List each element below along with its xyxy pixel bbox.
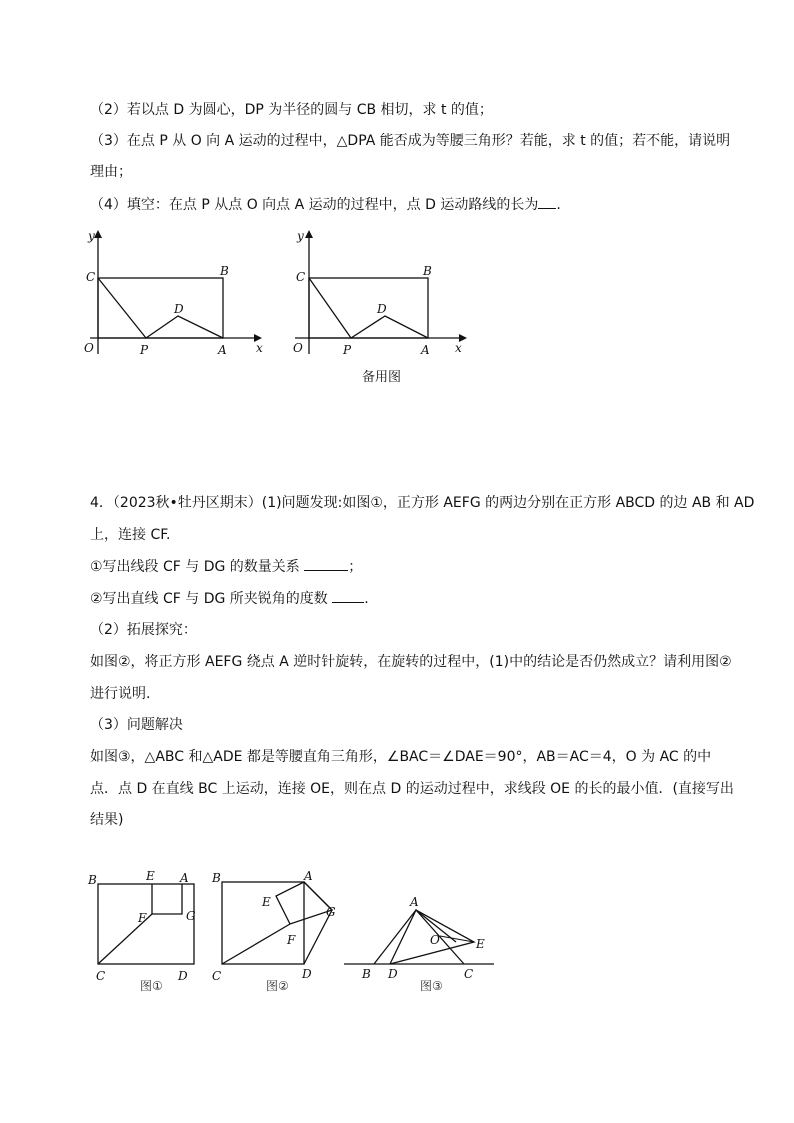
label-y: y	[88, 229, 95, 243]
figure-2-caption: 图②	[266, 979, 289, 993]
q3-part3-text-cont: 理由；	[90, 164, 132, 180]
figure-3-caption: 图③	[420, 979, 443, 993]
label-g: G	[326, 905, 336, 919]
q3-part2-text: （2）若以点 D 为圆心，DP 为半径的圆与 CB 相切，求 t 的值；	[90, 102, 493, 118]
label-e: E	[146, 869, 155, 883]
q4-part2-text: 如图②，将正方形 AEFG 绕点 A 逆时针旋转，在旋转的过程中，(1)中的结论是否仍然成立？请利用图②	[90, 654, 732, 670]
label-a: A	[218, 343, 227, 357]
label-d: D	[388, 967, 398, 981]
q3-part4-answer-blank[interactable]	[538, 194, 556, 209]
q4-sub2-end: .	[364, 591, 369, 607]
label-d: D	[174, 302, 184, 316]
label-x: x	[455, 341, 462, 355]
label-p: P	[343, 343, 352, 357]
q4-sub1-answer-blank[interactable]	[304, 556, 348, 571]
q4-part3-text-cont: 点．点 D 在直线 BC 上运动，连接 OE，则在点 D 的运动过程中，求线段 OE 的长的最小值．(直接写出	[90, 781, 734, 797]
label-a: A	[304, 869, 313, 883]
label-f: F	[287, 933, 296, 947]
label-e: E	[262, 895, 271, 909]
q4-part3-title: （3）问题解决	[90, 717, 183, 733]
label-c: C	[86, 270, 96, 284]
q4-sub1-text: ①写出线段 CF 与 DG 的数量关系	[90, 559, 300, 575]
label-o: O	[293, 341, 303, 355]
label-d: D	[302, 967, 312, 981]
label-e: E	[476, 937, 485, 951]
q4-part3-text-end: 结果)	[90, 812, 124, 828]
q3-part4-line	[90, 194, 561, 215]
label-d: D	[178, 969, 188, 983]
label-b: B	[220, 264, 229, 278]
label-p: P	[140, 343, 149, 357]
label-c: C	[96, 969, 106, 983]
label-b: B	[88, 873, 97, 887]
label-b: B	[212, 871, 221, 885]
q4-figure-2	[206, 866, 346, 996]
label-o: O	[84, 341, 94, 355]
q4-sub2-line	[90, 588, 369, 609]
label-d: D	[377, 302, 387, 316]
label-g: G	[186, 909, 196, 923]
label-a: A	[421, 343, 430, 357]
q4-sub2-text: ②写出直线 CF 与 DG 所夹锐角的度数	[90, 591, 328, 607]
q4-part3-text: 如图③，△ABC 和△ADE 都是等腰直角三角形，∠BAC＝∠DAE＝90°，AB＝AC＝4，O 为 AC 的中	[90, 749, 712, 765]
q3-figure-main	[80, 228, 270, 358]
q4-heading-text-cont: 上，连接 CF.	[90, 527, 171, 543]
q4-figure-1	[86, 866, 206, 996]
label-o: O	[430, 933, 440, 947]
label-c: C	[212, 969, 222, 983]
q4-part2-title: （2）拓展探究：	[90, 622, 197, 638]
label-b: B	[423, 264, 432, 278]
q3-part3-text: （3）在点 P 从 O 向 A 运动的过程中，△DPA 能否成为等腰三角形？若能，求 t 的值；若不能，请说明	[90, 133, 731, 149]
q3-figure-backup	[285, 228, 475, 358]
label-a: A	[410, 895, 419, 909]
q4-part2-text-cont: 进行说明.	[90, 686, 151, 702]
label-x: x	[256, 341, 263, 355]
label-c: C	[296, 270, 306, 284]
q3-part4-end: .	[556, 197, 561, 213]
label-b: B	[362, 967, 371, 981]
label-c: C	[464, 967, 474, 981]
figure-1-caption: 图①	[140, 979, 163, 993]
q4-heading-text: 4．（2023秋•牡丹区期末）(1)问题发现:如图①，正方形 AEFG 的两边分别在正方形 ABCD 的边 AB 和 AD	[90, 495, 755, 511]
q3-part4-text: （4）填空：在点 P 从点 O 向点 A 运动的过程中，点 D 运动路线的长为	[90, 197, 539, 213]
q4-sub1-end: ；	[348, 559, 363, 575]
q4-sub1-line	[90, 556, 362, 577]
label-f: F	[138, 911, 147, 925]
backup-figure-caption: 备用图	[362, 370, 402, 385]
label-a: A	[180, 871, 189, 885]
q4-sub2-answer-blank[interactable]	[332, 588, 364, 603]
label-y: y	[297, 229, 304, 243]
q4-figure-3	[340, 866, 500, 996]
